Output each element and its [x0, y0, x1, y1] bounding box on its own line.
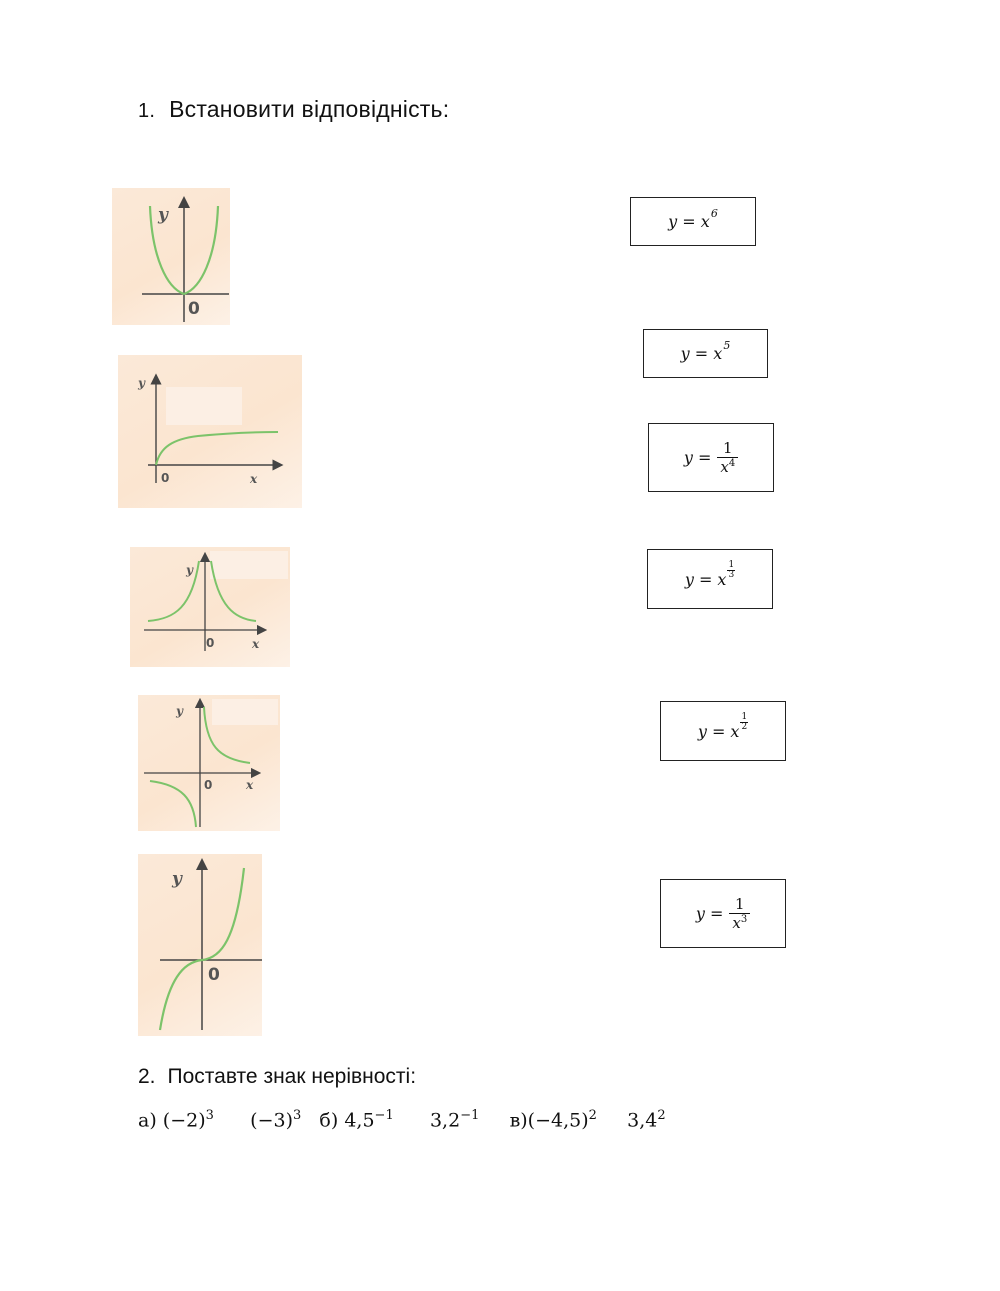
- task1-title: Встановити відповідність:: [169, 96, 450, 122]
- b-right-base: 3,2: [429, 1109, 461, 1132]
- graph-2-plot: [118, 355, 302, 508]
- graph-1-plot: [112, 188, 230, 325]
- c-left-exponent: 2: [588, 1108, 597, 1123]
- graph-5[interactable]: [138, 854, 262, 1036]
- x-axis-label: x: [246, 778, 254, 792]
- x-axis-label: x: [250, 472, 258, 486]
- formula-box-2[interactable]: [643, 329, 768, 378]
- graph-5-plot: [138, 854, 262, 1036]
- curve-left: [150, 781, 196, 827]
- c-left-base: (−4,5): [527, 1109, 589, 1132]
- a-right-base: (−3): [250, 1109, 294, 1132]
- formula-3-denominator: [717, 457, 738, 476]
- y-axis-label: y: [138, 376, 145, 390]
- formula-box-5[interactable]: [660, 701, 786, 761]
- formula-5-exp-numerator: 1: [741, 711, 748, 722]
- formula-3-den-base: x: [720, 458, 729, 476]
- part-b-label: б): [319, 1109, 339, 1132]
- task2-heading: [138, 1065, 416, 1089]
- formula-box-3[interactable]: [648, 423, 774, 492]
- formula-box-1[interactable]: [630, 197, 756, 246]
- origin-label: 0: [206, 636, 215, 650]
- c-right-exponent: 2: [657, 1108, 666, 1123]
- formula-3-numerator: 1: [722, 439, 733, 457]
- origin-label: 0: [161, 471, 170, 485]
- formula-4-exp-denominator: 3: [728, 569, 735, 580]
- curve: [156, 432, 278, 465]
- formula-2-exponent: 5: [723, 339, 731, 352]
- formula-6-lhs: y =: [695, 904, 724, 923]
- b-right-exponent: −1: [460, 1108, 480, 1123]
- formula-5-exp-denominator: 2: [741, 721, 748, 732]
- part-c-label: в): [509, 1109, 528, 1132]
- y-axis-label: y: [172, 869, 182, 889]
- task1-heading: [138, 96, 449, 123]
- b-left-exponent: −1: [374, 1108, 394, 1123]
- task1-number: 1.: [138, 100, 156, 122]
- graph-4[interactable]: [138, 695, 280, 831]
- formula-6-fraction: [729, 895, 750, 932]
- graph-1[interactable]: [112, 188, 230, 325]
- formula-6-den-exponent: 3: [740, 914, 748, 925]
- inequalities-row: [138, 1108, 666, 1131]
- a-left-base: (−2): [162, 1109, 206, 1132]
- formula-3-den-exponent: 4: [728, 458, 736, 469]
- formula-1-exponent: 6: [710, 207, 718, 220]
- y-axis-label: y: [176, 704, 183, 718]
- formula-6-denominator: [729, 913, 750, 932]
- b-left-base: 4,5: [344, 1109, 375, 1132]
- formula-3-lhs: y =: [683, 448, 712, 467]
- graph-3[interactable]: [130, 547, 290, 667]
- x-axis-label: x: [252, 637, 260, 651]
- origin-label: 0: [208, 965, 220, 985]
- graph-3-plot: [130, 547, 290, 667]
- y-axis-label: y: [186, 563, 193, 577]
- formula-5-base: y = x: [697, 721, 740, 741]
- formula-4-exponent: [727, 561, 735, 580]
- a-right-exponent: 3: [293, 1108, 302, 1123]
- formula-6-den-base: x: [732, 914, 741, 932]
- formula-box-4[interactable]: [647, 549, 773, 609]
- blank-patch: [212, 699, 278, 725]
- formula-6-numerator: 1: [734, 895, 745, 913]
- blank-patch: [210, 551, 288, 579]
- part-a-label: а): [138, 1109, 157, 1132]
- task2-number: 2.: [138, 1065, 156, 1088]
- formula-3-fraction: [717, 439, 738, 476]
- origin-label: 0: [204, 778, 213, 792]
- task2-title: Поставте знак нерівності:: [167, 1065, 417, 1088]
- formula-4-exp-numerator: 1: [728, 559, 735, 570]
- formula-box-6[interactable]: [660, 879, 786, 948]
- graph-4-plot: [138, 695, 280, 831]
- blank-patch: [166, 387, 242, 425]
- y-axis-label: y: [158, 205, 168, 225]
- formula-4-base: y = x: [684, 569, 727, 589]
- formula-1-base: y = x: [668, 212, 710, 231]
- origin-label: 0: [188, 299, 200, 319]
- formula-5-exponent: [740, 713, 748, 732]
- graph-2[interactable]: [118, 355, 302, 508]
- c-right-base: 3,4: [627, 1109, 658, 1132]
- formula-2-base: y = x: [680, 344, 723, 363]
- a-left-exponent: 3: [205, 1108, 214, 1123]
